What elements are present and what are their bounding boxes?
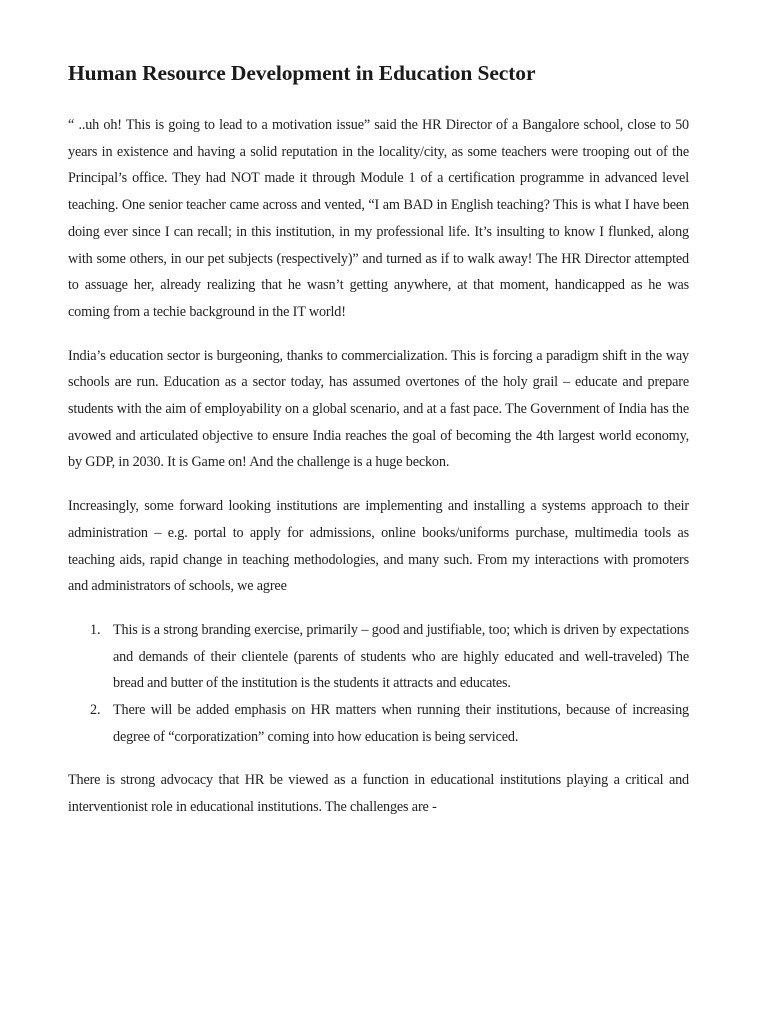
numbered-list <box>68 617 689 751</box>
list-item-text: This is a strong branding exercise, primarily – good and justifiable, too; which is driven by expectations and demands of their clientele (parents of students who are highly educated and well-traveled) The bread and butter of the institution is the students it attracts and educates. <box>113 621 689 692</box>
list-item-text: There will be added emphasis on HR matters when running their institutions, because of increasing degree of “corporatization” coming into how education is being serviced. <box>113 702 689 745</box>
paragraph-systems-approach: Increasingly, some forward looking institutions are implementing and installing a systems approach to their administration – e.g. portal to apply for admissions, online books/uniforms purchase, multimedia tools as teaching aids, rapid change in teaching methodologies, and many such. From my interactions with promoters and administrators of schools, we agree <box>68 498 689 595</box>
paragraph-closing: There is strong advocacy that HR be viewed as a function in educational institutions playing a critical and interventionist role in educational institutions. The challenges are - <box>68 772 689 816</box>
paragraph-intro: “ ..uh oh! This is going to lead to a motivation issue” said the HR Director of a Bangalore school, close to 50 years in existence and having a solid reputation in the locality/city, as some teachers were trooping out of the Principal’s office. They had NOT made it through Module 1 of a certification programme in advanced level teaching. One senior teacher came across and vented, “I am BAD in English teaching? This is what I have been doing ever since I can recall; in this institution, in my professional life. It’s insulting to know I flunked, along with some others, in our pet subjects (respectively)” and turned as if to walk away! The HR Director attempted to assuage her, already realizing that he wasn’t getting anywhere, at that moment, handicapped as he was coming from a techie background in the IT world! <box>68 117 689 320</box>
list-item-number: 1. <box>90 621 101 638</box>
list-item-number: 2. <box>90 702 101 719</box>
list-item <box>68 697 689 750</box>
list-item <box>68 617 689 697</box>
paragraph-education-sector: India’s education sector is burgeoning, thanks to commercialization. This is forcing a paradigm shift in the way schools are run. Education as a sector today, has assumed overtones of the holy grail – educate and prepare students with the aim of employability on a global scenario, and at a fast pace. The Government of India has the avowed and articulated objective to ensure India reaches the goal of becoming the 4th largest world economy, by GDP, in 2030. It is Game on! And the challenge is a huge beckon. <box>68 347 689 471</box>
document-title: Human Resource Development in Education Sector <box>68 61 536 85</box>
